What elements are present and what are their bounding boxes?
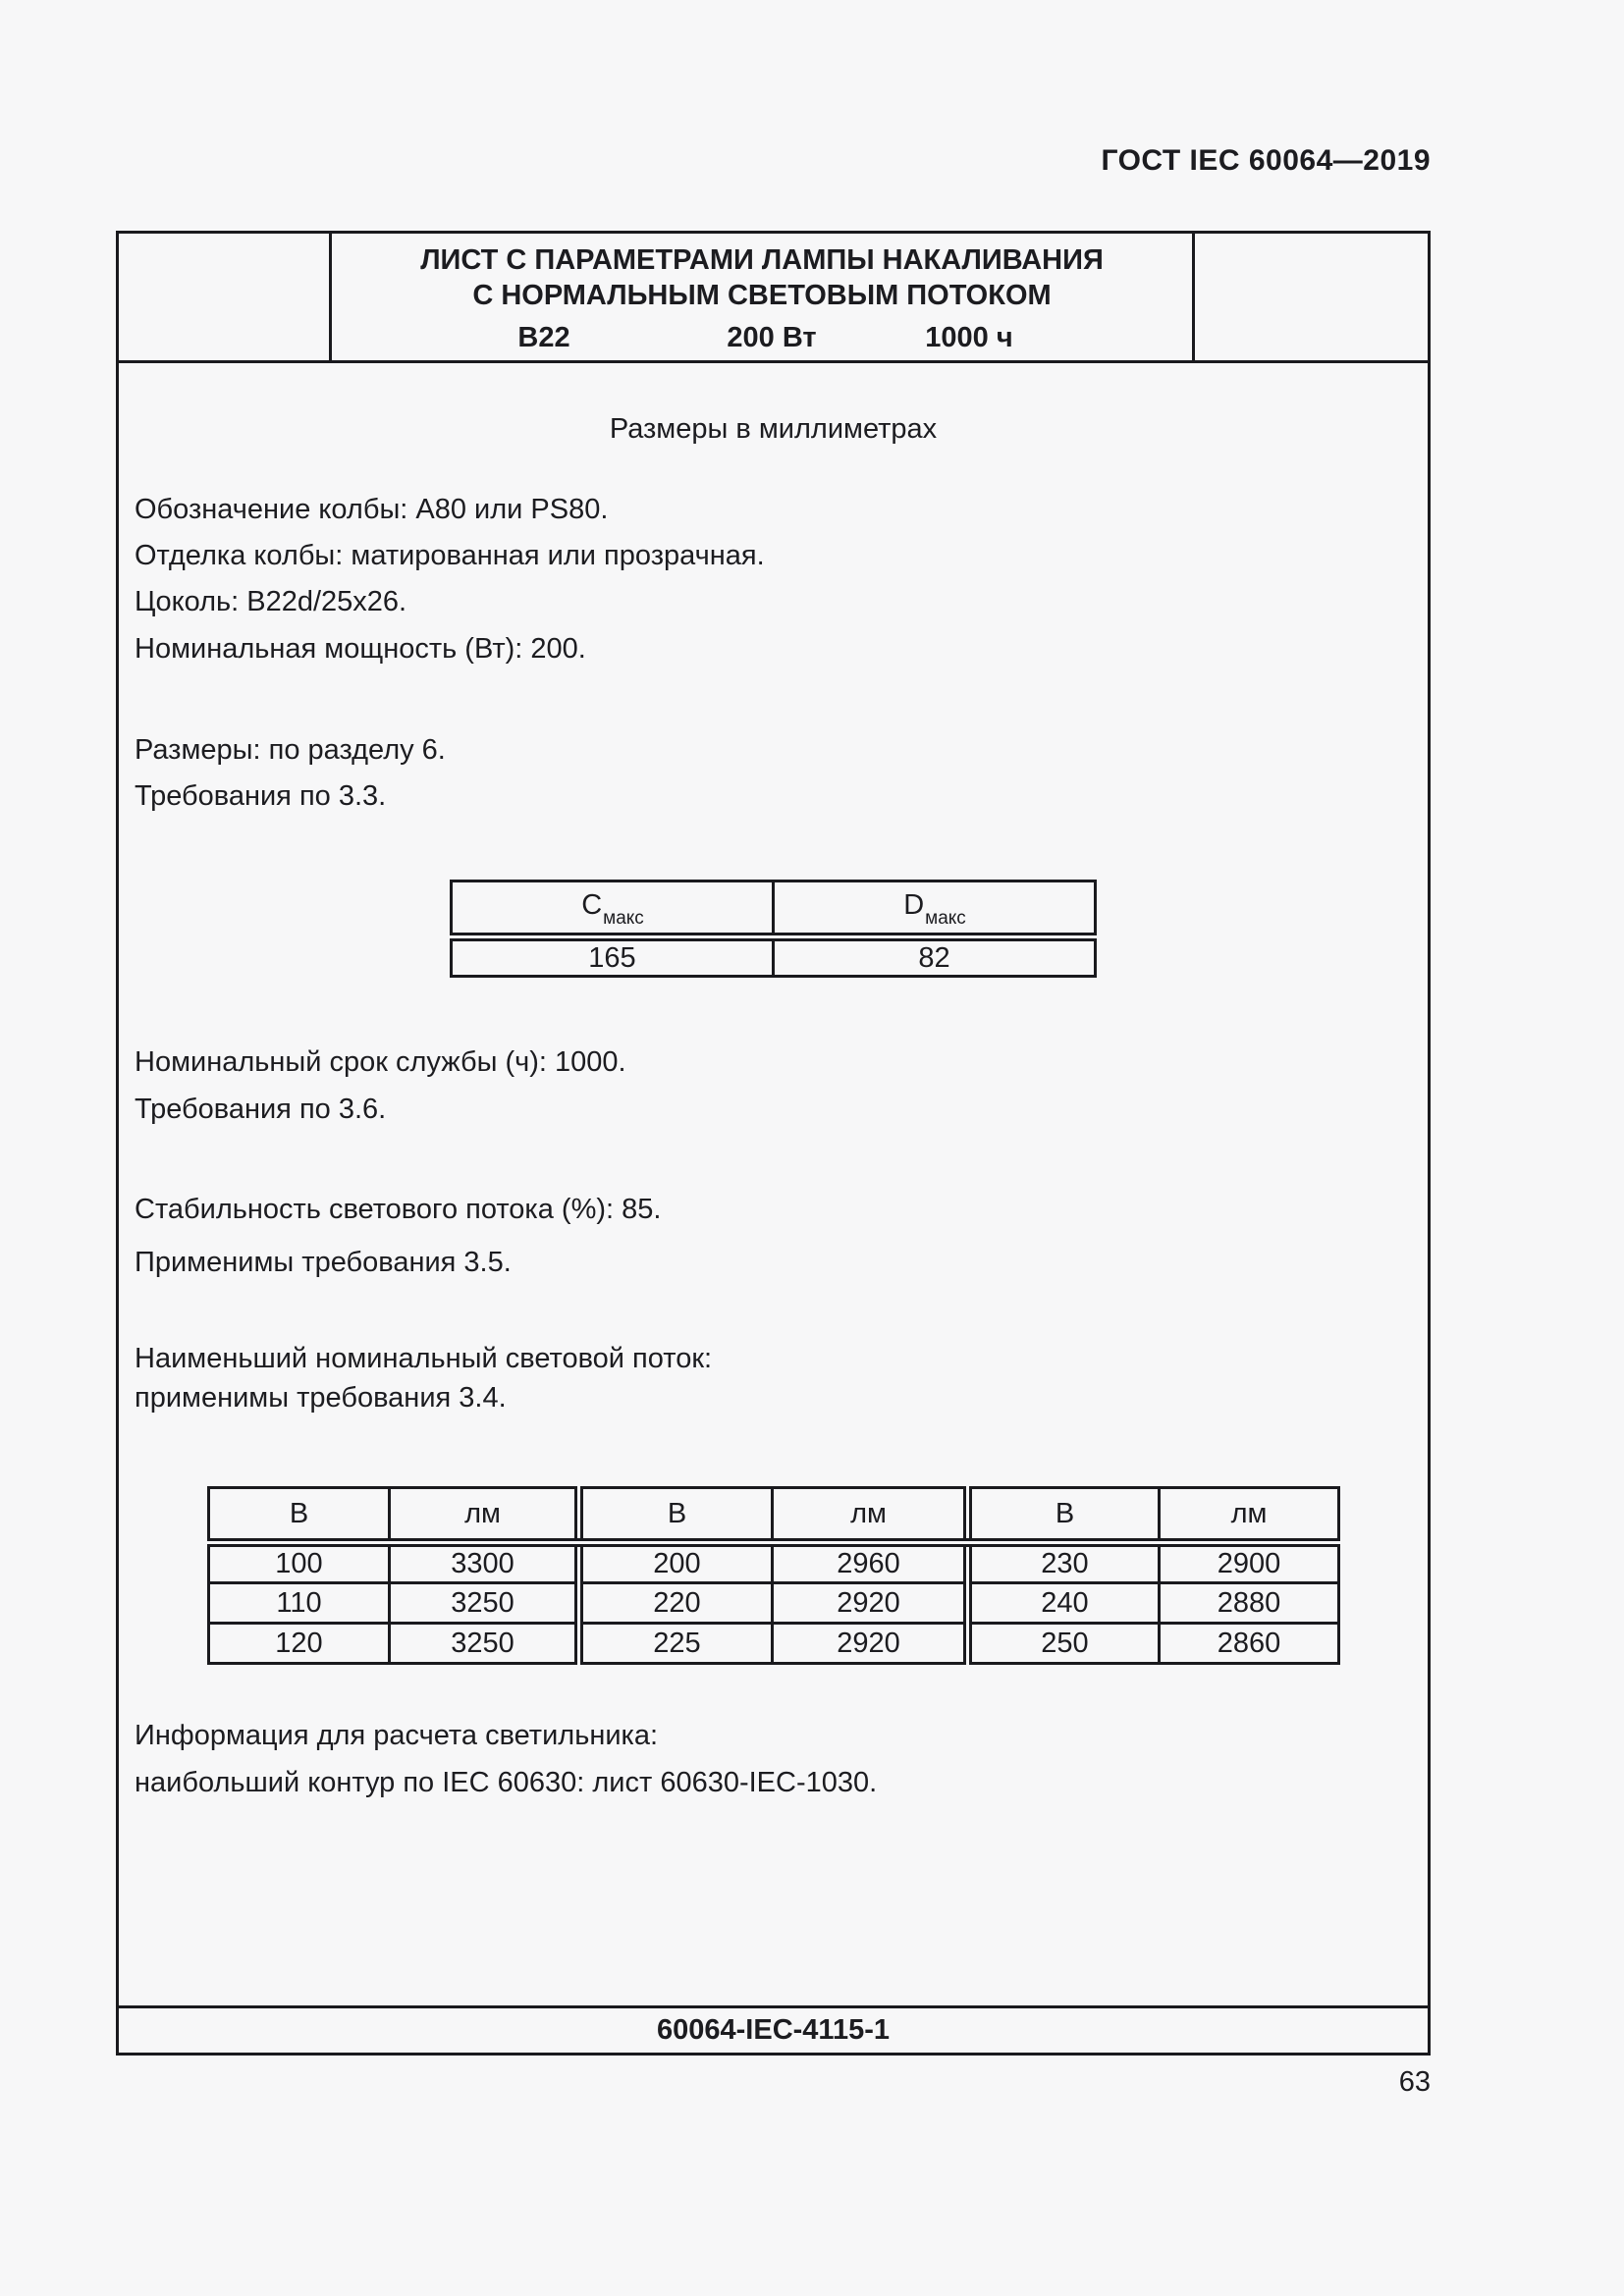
luminaire-info-line: Информация для расчета светильника: [135, 1720, 659, 1751]
title-block-left-cell [119, 234, 332, 360]
rated-power-line: Номинальная мощность (Вт): 200. [135, 633, 586, 665]
cmax-symbol: C [581, 888, 603, 921]
title-block-center-cell [332, 234, 1195, 360]
cell: 110 [209, 1583, 390, 1624]
table-row [452, 881, 1096, 937]
dimensions-ref-line: Размеры: по разделу 6. [135, 734, 446, 766]
max-dimensions-table [450, 880, 1097, 978]
table-row [452, 937, 1096, 977]
title-block-right-cell [1195, 234, 1428, 360]
page-number: 63 [1398, 2066, 1431, 2098]
cell: 250 [968, 1624, 1160, 1664]
cmax-subscript: макс [603, 908, 644, 930]
table-row [209, 1583, 1339, 1624]
requirements-34-line: применимы требования 3.4. [135, 1382, 507, 1414]
lumen-maintenance-line: Стабильность светового потока (%): 85. [135, 1194, 662, 1225]
bulb-finish-line: Отделка колбы: матированная или прозрачная. [135, 540, 765, 571]
requirements-33-line: Требования по 3.3. [135, 780, 387, 812]
cell: 2960 [773, 1543, 968, 1583]
cell: 240 [968, 1583, 1160, 1624]
cell: 120 [209, 1624, 390, 1664]
lamp-power: 200 Вт [727, 322, 817, 353]
standard-designation: ГОСТ IEC 60064—2019 [1101, 144, 1431, 177]
bulb-designation-line: Обозначение колбы: А80 или PS80. [135, 494, 609, 525]
cell: 225 [579, 1624, 773, 1664]
title-block [119, 234, 1428, 363]
dmax-header [774, 881, 1096, 937]
cell: 2880 [1160, 1583, 1339, 1624]
volt-header: В [968, 1488, 1160, 1543]
rated-life-line: Номинальный срок службы (ч): 1000. [135, 1046, 626, 1078]
sheet-title [332, 242, 1192, 313]
sheet-title-line2: С НОРМАЛЬНЫМ СВЕТОВЫМ ПОТОКОМ [472, 280, 1052, 311]
lamp-life: 1000 ч [925, 322, 1013, 353]
sheet-frame [116, 231, 1431, 2056]
min-flux-title-line: Наименьший номинальный световой поток: [135, 1343, 713, 1374]
cell: 3300 [390, 1543, 579, 1583]
cell: 220 [579, 1583, 773, 1624]
max-outline-line: наибольший контур по IEC 60630: лист 60630-IEC-1030. [135, 1767, 878, 1798]
sheet-content [119, 363, 1428, 2005]
cell: 2920 [773, 1624, 968, 1664]
sheet-code: 60064-IEC-4115-1 [657, 2014, 890, 2046]
cell: 3250 [390, 1583, 579, 1624]
requirements-36-line: Требования по 3.6. [135, 1094, 387, 1125]
base-line: Цоколь: B22d/25x26. [135, 586, 407, 617]
table-row [209, 1624, 1339, 1664]
lumen-header: лм [390, 1488, 579, 1543]
cell: 3250 [390, 1624, 579, 1664]
requirements-35-line: Применимы требования 3.5. [135, 1247, 512, 1278]
cell: 2920 [773, 1583, 968, 1624]
sheet-title-line1: ЛИСТ С ПАРАМЕТРАМИ ЛАМПЫ НАКАЛИВАНИЯ [420, 244, 1104, 276]
lamp-cap-code: B22 [517, 322, 570, 353]
volt-header: В [209, 1488, 390, 1543]
table-row [209, 1543, 1339, 1583]
dimensions-note: Размеры в миллиметрах [609, 413, 938, 445]
sheet-footer [119, 2005, 1428, 2053]
cell: 200 [579, 1543, 773, 1583]
cmax-value: 165 [452, 937, 774, 977]
table-header-row [209, 1488, 1339, 1543]
volt-header: В [579, 1488, 773, 1543]
lumen-header: лм [1160, 1488, 1339, 1543]
dmax-symbol: D [903, 888, 925, 921]
lumen-header: лм [773, 1488, 968, 1543]
cell: 2860 [1160, 1624, 1339, 1664]
dmax-value: 82 [774, 937, 1096, 977]
cell: 2900 [1160, 1543, 1339, 1583]
cmax-header [452, 881, 774, 937]
dmax-subscript: макс [925, 908, 966, 930]
cell: 230 [968, 1543, 1160, 1583]
lamp-specs-row [332, 320, 1192, 355]
luminous-flux-table [207, 1486, 1340, 1665]
cell: 100 [209, 1543, 390, 1583]
